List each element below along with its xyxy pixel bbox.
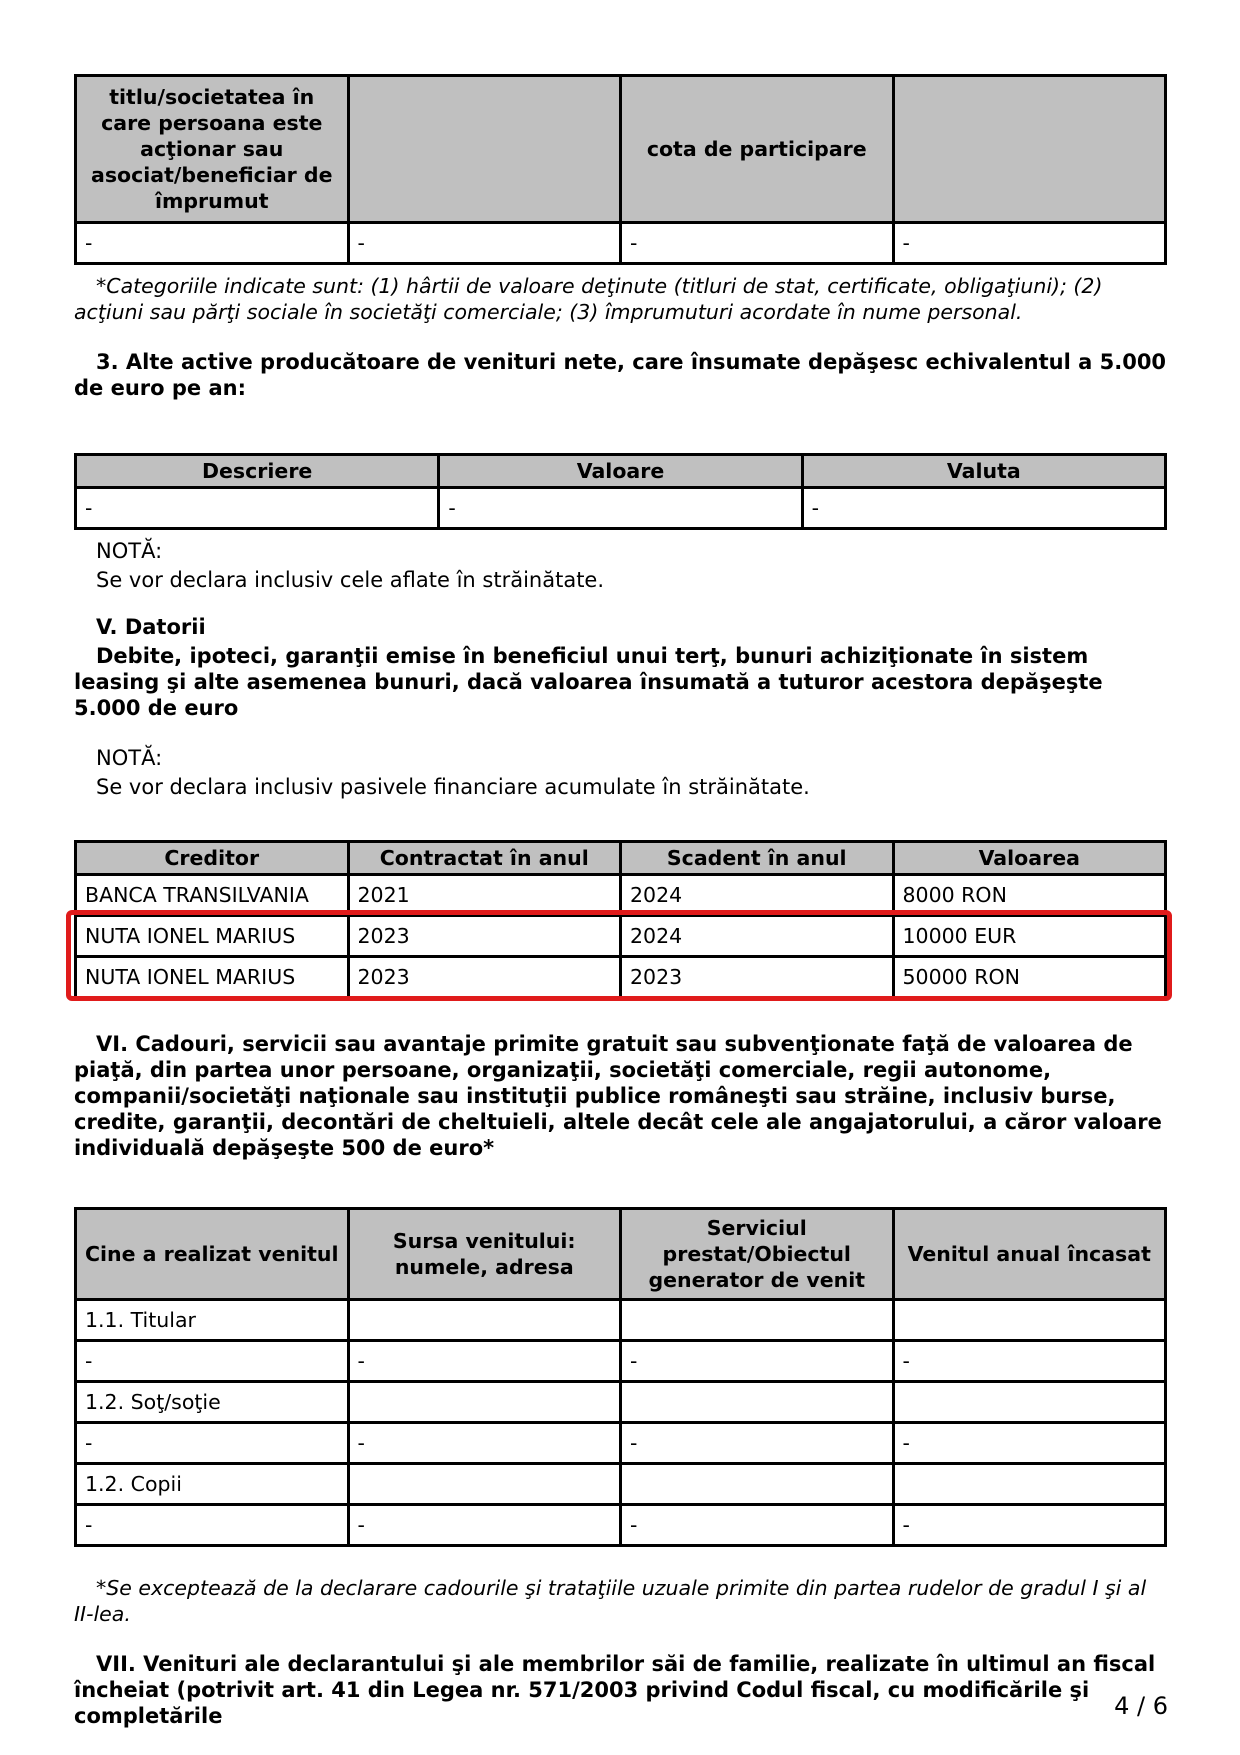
debts-table-wrapper (74, 840, 1167, 999)
debts-table (74, 840, 1167, 999)
table-header-cell: titlu/societatea în care persoana este acţionar sau asociat/beneficiar de împrumut (76, 76, 349, 223)
assets-table (74, 453, 1167, 530)
table-header-cell: Venitul anual încasat (893, 1209, 1166, 1300)
page-number: 4 / 6 (1114, 1692, 1168, 1720)
table-cell: - (621, 1341, 894, 1382)
note-label: NOTĂ: (96, 539, 163, 563)
table-cell: NUTA IONEL MARIUS (76, 916, 349, 957)
table-cell (893, 1300, 1166, 1341)
table-cell: 2023 (348, 957, 621, 998)
table-cell (348, 1300, 621, 1341)
table-cell: NUTA IONEL MARIUS (76, 957, 349, 998)
table-cell: - (76, 1505, 349, 1546)
table-cell (348, 1382, 621, 1423)
table-header-cell: Valoare (439, 455, 802, 488)
table-header-cell (893, 76, 1166, 223)
table-cell: - (348, 223, 621, 264)
table-row (76, 1382, 1166, 1423)
gifts-table (74, 1207, 1167, 1547)
table-cell: 2024 (621, 875, 894, 916)
table-cell: 1.2. Soţ/soţie (76, 1382, 349, 1423)
table-cell: 50000 RON (893, 957, 1166, 998)
table-cell: - (621, 1505, 894, 1546)
table-header-row (76, 76, 1166, 223)
table-cell: BANCA TRANSILVANIA (76, 875, 349, 916)
table-cell: - (621, 1423, 894, 1464)
note-text: Se vor declara inclusiv pasivele financiare acumulate în străinătate. (96, 775, 810, 799)
section-vii-title: VII. Venituri ale declarantului şi ale membrilor săi de familie, realizate în ultimul an fiscal încheiat (potrivit art. 41 din Legea nr. 571/2003 privind Codul fiscal, cu modificările şi completările (74, 1652, 1156, 1728)
table-cell (893, 1464, 1166, 1505)
gifts-note: *Se exceptează de la declarare cadourile şi trataţiile uzuale primite din partea rudelor de gradul I şi al II-lea. (74, 1576, 1147, 1626)
table-header-cell: Serviciul prestat/Obiectul generator de venit (621, 1209, 894, 1300)
table-cell: 2021 (348, 875, 621, 916)
table-cell: 10000 EUR (893, 916, 1166, 957)
table-cell (348, 1464, 621, 1505)
table-cell: 1.2. Copii (76, 1464, 349, 1505)
table-cell: - (348, 1505, 621, 1546)
table-cell: - (76, 1341, 349, 1382)
table-header-cell: Scadent în anul (621, 842, 894, 875)
table-row (76, 1464, 1166, 1505)
table-cell (621, 1300, 894, 1341)
table-cell: - (76, 1423, 349, 1464)
table-row (76, 1341, 1166, 1382)
table-cell: - (893, 1505, 1166, 1546)
table-row (76, 223, 1166, 264)
participations-table (74, 74, 1167, 265)
table-cell: - (621, 223, 894, 264)
section-3-title: 3. Alte active producătoare de venituri nete, care însumate depăşesc echivalentul a 5.000 de euro pe an: (74, 350, 1167, 400)
table-row (76, 1505, 1166, 1546)
note-text: Se vor declara inclusiv cele aflate în străinătate. (96, 568, 605, 592)
table-header-row (76, 455, 1166, 488)
table-header-cell: Creditor (76, 842, 349, 875)
table-row (76, 875, 1166, 916)
table-header-row (76, 1209, 1166, 1300)
table-cell: - (76, 488, 439, 529)
table-cell: - (348, 1423, 621, 1464)
table-header-row (76, 842, 1166, 875)
table-header-cell: Cine a realizat venitul (76, 1209, 349, 1300)
table-header-cell: Descriere (76, 455, 439, 488)
table-cell: 2024 (621, 916, 894, 957)
table-cell: - (893, 1423, 1166, 1464)
table-header-cell: Valoarea (893, 842, 1166, 875)
section-v-title: V. Datorii (96, 615, 206, 639)
table-header-cell: cota de participare (621, 76, 894, 223)
note-label: NOTĂ: (96, 746, 163, 770)
table-row (76, 957, 1166, 998)
table-cell (621, 1464, 894, 1505)
table-cell: - (439, 488, 802, 529)
table-cell: - (348, 1341, 621, 1382)
table-header-cell: Valuta (802, 455, 1165, 488)
table-cell: - (76, 223, 349, 264)
table-header-cell: Sursa venitului: numele, adresa (348, 1209, 621, 1300)
table-row (76, 916, 1166, 957)
table-cell (893, 1382, 1166, 1423)
table-cell (621, 1382, 894, 1423)
categories-note: *Categoriile indicate sunt: (1) hârtii de valoare deţinute (titluri de stat, certificate, obligaţiuni); (2) acţiuni sau părţi sociale în societăţi comerciale; (3) împrumuturi acordate în nume personal. (74, 274, 1103, 324)
section-vi-title: VI. Cadouri, servicii sau avantaje primite gratuit sau subvenţionate faţă de valoarea de piaţă, din partea unor persoane, organizaţii, societăţi comerciale, regii autonome, companii/societăţi naţionale sau instituţii publice româneşti sau străine, inclusiv burse, credite, garanţii, decontări de cheltuieli, altele decât cele ale angajatorului, a căror valoare individuală depăşeşte 500 de euro* (74, 1032, 1162, 1160)
table-cell: 2023 (348, 916, 621, 957)
table-header-cell: Contractat în anul (348, 842, 621, 875)
table-cell: 8000 RON (893, 875, 1166, 916)
table-cell: - (893, 223, 1166, 264)
table-cell: 1.1. Titular (76, 1300, 349, 1341)
table-row (76, 488, 1166, 529)
document-page (74, 74, 1167, 1729)
table-cell: 2023 (621, 957, 894, 998)
table-cell: - (802, 488, 1165, 529)
table-header-cell (348, 76, 621, 223)
table-cell: - (893, 1341, 1166, 1382)
section-v-description: Debite, ipoteci, garanţii emise în beneficiul unui terţ, bunuri achiziţionate în sistem leasing şi alte asemenea bunuri, dacă valoarea însumată a tuturor acestora depăşeşte 5.000 de euro (74, 644, 1103, 720)
table-row (76, 1300, 1166, 1341)
table-row (76, 1423, 1166, 1464)
